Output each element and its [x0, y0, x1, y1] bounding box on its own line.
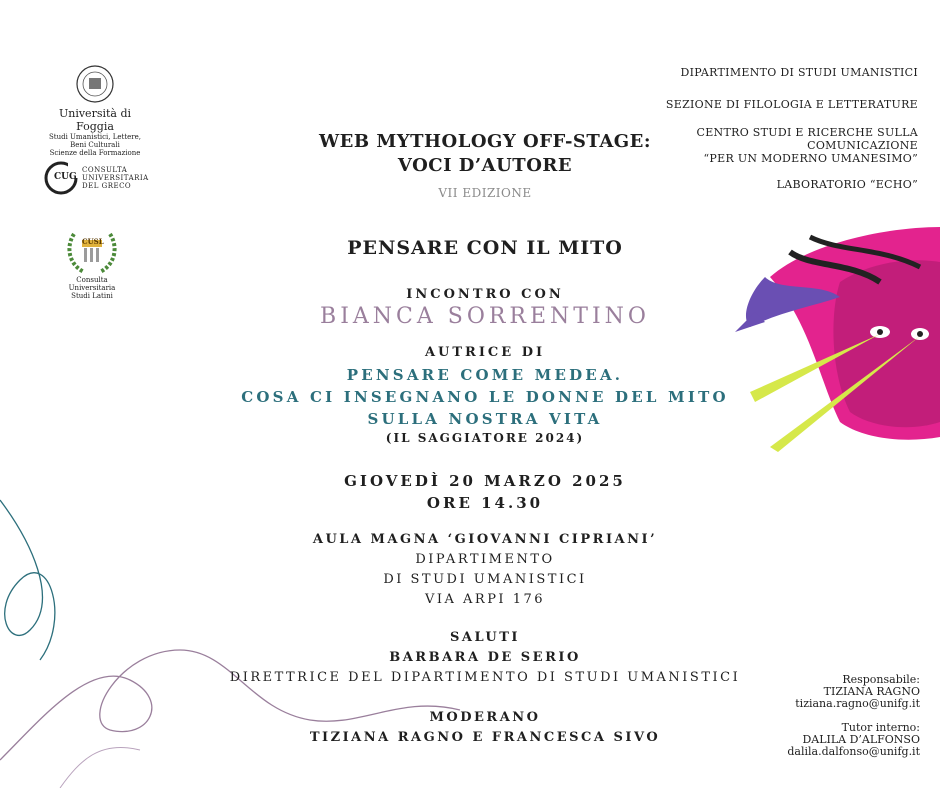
resp-label: Responsabile:	[842, 673, 920, 686]
author-label: AUTRICE DI	[424, 345, 546, 360]
centro-line2: COMUNICAZIONE	[807, 139, 918, 152]
moderators	[170, 708, 800, 748]
cug-logo	[44, 160, 154, 200]
section-text: SEZIONE DI FILOLOGIA E LETTERATURE	[665, 98, 918, 111]
cug-line1: CONSULTA	[82, 166, 128, 174]
theme-title: PENSARE CON IL MITO	[347, 237, 623, 259]
cug-line2: UNIVERSITARIA	[82, 174, 149, 182]
unifg-sub2: Scienze della Formazione	[49, 149, 141, 157]
cusl-line1: Consulta Universitaria	[68, 276, 116, 292]
unifg-seal-icon	[75, 64, 115, 104]
venue-line2: DIPARTIMENTO	[415, 552, 555, 567]
tutor-label: Tutor interno:	[841, 721, 920, 734]
cusl-line2: Studi Latini	[71, 292, 113, 300]
venue-line4: VIA ARPI 176	[424, 592, 546, 607]
greetings-role: DIRETTRICE DEL DIPARTIMENTO DI STUDI UMANISTICI	[229, 670, 741, 685]
laurel-wreath-icon	[62, 226, 122, 276]
book-line3: SULLA NOSTRA VITA	[367, 410, 603, 428]
venue-line3: DI STUDI UMANISTICI	[383, 572, 587, 587]
unifg-sub1: Studi Umanistici, Lettere, Beni Culturali	[48, 133, 142, 149]
resp-name: TIZIANA RAGNO	[823, 685, 920, 698]
greetings	[170, 628, 800, 688]
cug-line3: DEL GRECO	[82, 182, 132, 190]
greetings-name: BARBARA DE SERIO	[389, 650, 581, 665]
moderators-names: TIZIANA RAGNO E FRANCESCA SIVO	[309, 730, 661, 745]
moderators-label: MODERANO	[429, 710, 541, 725]
publisher: (IL SAGGIATORE 2024)	[385, 431, 585, 445]
date-text: GIOVEDÌ 20 MARZO 2025	[344, 472, 626, 490]
venue	[170, 530, 800, 610]
edition: VII EDIZIONE	[438, 186, 532, 200]
guest-name: BIANCA SORRENTINO	[320, 304, 650, 329]
unifg-logo	[40, 64, 150, 157]
cusl-logo	[52, 226, 132, 300]
centro-line3: “PER UN MODERNO UMANESIMO”	[703, 152, 918, 165]
resp-email: tiziana.ragno@unifg.it	[795, 697, 920, 710]
cug-initials: CUG	[54, 172, 77, 182]
book-line2: COSA CI INSEGNANO LE DONNE DEL MITO	[241, 388, 729, 406]
book-line1: PENSARE COME MEDEA.	[346, 366, 624, 384]
series-title	[170, 130, 800, 178]
time-text: ORE 14.30	[426, 494, 544, 512]
unifg-name: Università di Foggia	[58, 107, 132, 133]
greetings-label: SALUTI	[450, 630, 520, 645]
lab-text: LABORATORIO “ECHO”	[776, 178, 918, 191]
series-line2: VOCI D’AUTORE	[397, 155, 573, 176]
contacts-block	[787, 674, 920, 758]
centro-line1: CENTRO STUDI E RICERCHE SULLA	[696, 126, 918, 139]
book-title	[170, 364, 800, 430]
dept-text: DIPARTIMENTO DI STUDI UMANISTICI	[680, 66, 918, 79]
venue-line1: AULA MAGNA ‘GIOVANNI CIPRIANI’	[312, 532, 658, 547]
event-date	[170, 470, 800, 514]
cug-text	[82, 166, 149, 190]
meeting-label: INCONTRO CON	[406, 287, 564, 302]
tutor-email: dalila.dalfonso@unifg.it	[787, 745, 920, 758]
cusl-initials: CUSL	[82, 237, 104, 246]
series-line1: WEB MYTHOLOGY OFF-STAGE:	[318, 131, 652, 152]
tutor-name: DALILA D’ALFONSO	[802, 733, 920, 746]
